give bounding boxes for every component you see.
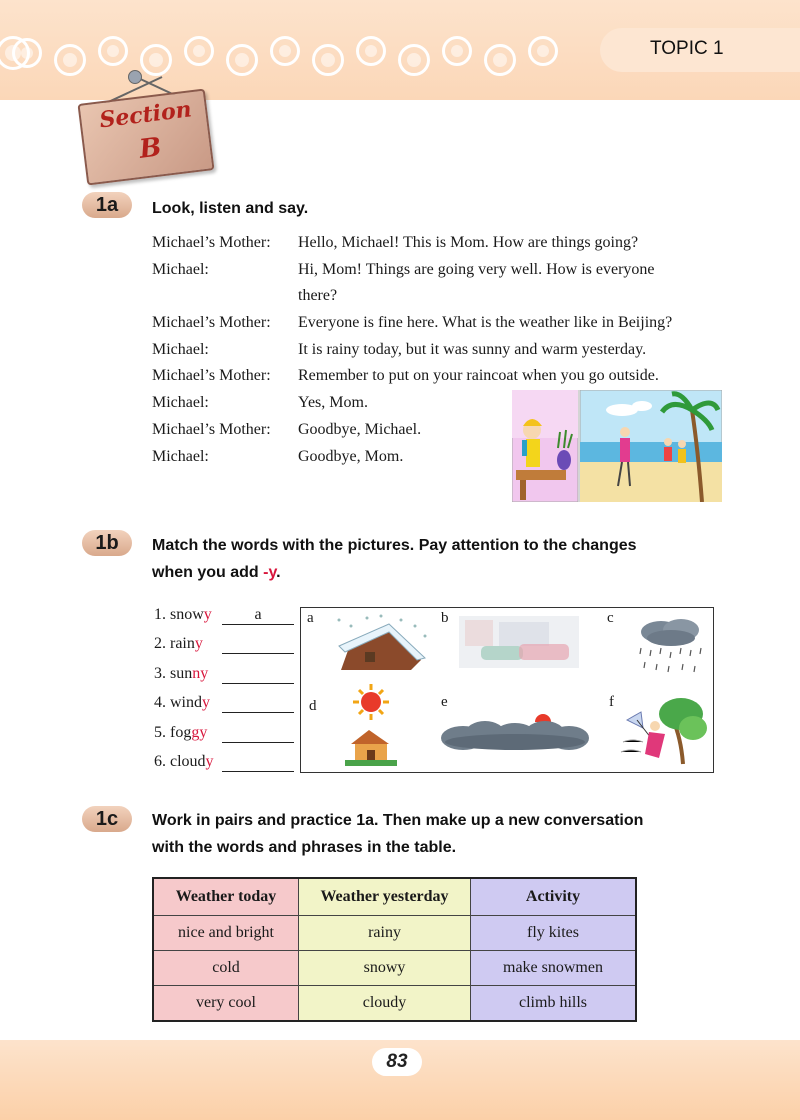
picture-label-c: c xyxy=(607,610,614,626)
picture-label-e: e xyxy=(441,694,448,710)
pin-icon xyxy=(128,70,142,84)
instruction-1c-line1: Work in pairs and practice 1a. Then make up a new conversation xyxy=(152,812,644,829)
dialogue-line: Goodbye, Michael. xyxy=(298,421,422,438)
section-word: Section xyxy=(98,96,194,134)
dialogue-line: Remember to put on your raincoat when you go outside. xyxy=(298,367,659,384)
table-cell: snowy xyxy=(299,951,471,986)
weather-pictures-box xyxy=(300,607,714,773)
answer-blank[interactable] xyxy=(222,635,294,654)
windy-picture xyxy=(619,694,709,766)
dialogue-line-continued: there? xyxy=(298,287,338,304)
speaker: Michael: xyxy=(152,341,209,358)
table-row xyxy=(153,916,636,951)
sunny-house-picture xyxy=(339,682,405,768)
cloudy-sky-picture xyxy=(441,712,591,756)
speaker: Michael: xyxy=(152,448,209,465)
word-item: 4. windy xyxy=(154,694,210,711)
speaker: Michael’s Mother: xyxy=(152,234,271,251)
picture-label-a: a xyxy=(307,610,314,626)
speaker: Michael’s Mother: xyxy=(152,421,271,438)
speaker: Michael’s Mother: xyxy=(152,314,271,331)
table-cell: cloudy xyxy=(299,986,471,1022)
table-header-row xyxy=(153,878,636,916)
table-header: Weather yesterday xyxy=(299,878,471,916)
speaker: Michael’s Mother: xyxy=(152,367,271,384)
section-sign xyxy=(77,89,214,186)
table-cell: very cool xyxy=(153,986,299,1022)
page-number: 83 xyxy=(372,1048,422,1076)
speaker: Michael: xyxy=(152,394,209,411)
dialogue-line: Yes, Mom. xyxy=(298,394,368,411)
speaker: Michael: xyxy=(152,261,209,278)
instruction-1b-line1: Match the words with the pictures. Pay attention to the changes xyxy=(152,537,637,554)
table-cell: nice and bright xyxy=(153,916,299,951)
table-row xyxy=(153,951,636,986)
topic-label: TOPIC 1 xyxy=(650,38,724,59)
instruction-1b-line2: when you add -y. xyxy=(152,564,281,581)
dialogue-line: Goodbye, Mom. xyxy=(298,448,404,465)
word-item: 3. sunny xyxy=(154,665,209,682)
foggy-street-picture xyxy=(459,616,579,668)
picture-label-f: f xyxy=(609,694,614,710)
answer-blank[interactable] xyxy=(222,665,294,684)
table-cell: climb hills xyxy=(471,986,637,1022)
table-cell: rainy xyxy=(299,916,471,951)
table-row xyxy=(153,986,636,1022)
word-item: 1. snowy xyxy=(154,606,212,623)
picture-label-b: b xyxy=(441,610,449,626)
dialogue-line: Hi, Mom! Things are going very well. How is everyone xyxy=(298,261,655,278)
rainy-cloud-picture xyxy=(635,618,711,680)
conversation-table xyxy=(152,877,637,1022)
instruction-1c-line2: with the words and phrases in the table. xyxy=(152,839,457,856)
dialogue-line: Everyone is fine here. What is the weather like in Beijing? xyxy=(298,314,673,331)
dialogue-line: Hello, Michael! This is Mom. How are things going? xyxy=(298,234,639,251)
badge-1a: 1a xyxy=(82,192,132,218)
badge-1b: 1b xyxy=(82,530,132,556)
table-cell: cold xyxy=(153,951,299,986)
snowy-house-picture xyxy=(331,612,431,674)
answer-blank[interactable] xyxy=(222,724,294,743)
picture-label-d: d xyxy=(309,698,317,714)
table-cell: make snowmen xyxy=(471,951,637,986)
answer-blank[interactable] xyxy=(222,694,294,713)
word-item: 5. foggy xyxy=(154,724,208,741)
phone-call-illustration xyxy=(512,390,722,502)
word-item: 2. rainy xyxy=(154,635,203,652)
word-item: 6. cloudy xyxy=(154,753,214,770)
dialogue-line: It is rainy today, but it was sunny and warm yesterday. xyxy=(298,341,647,358)
table-cell: fly kites xyxy=(471,916,637,951)
answer-blank[interactable] xyxy=(222,753,294,772)
table-header: Activity xyxy=(471,878,637,916)
badge-1c: 1c xyxy=(82,806,132,832)
table-header: Weather today xyxy=(153,878,299,916)
section-letter: B xyxy=(137,132,164,165)
answer-blank[interactable]: a xyxy=(222,606,294,625)
instruction-1a: Look, listen and say. xyxy=(152,200,309,217)
